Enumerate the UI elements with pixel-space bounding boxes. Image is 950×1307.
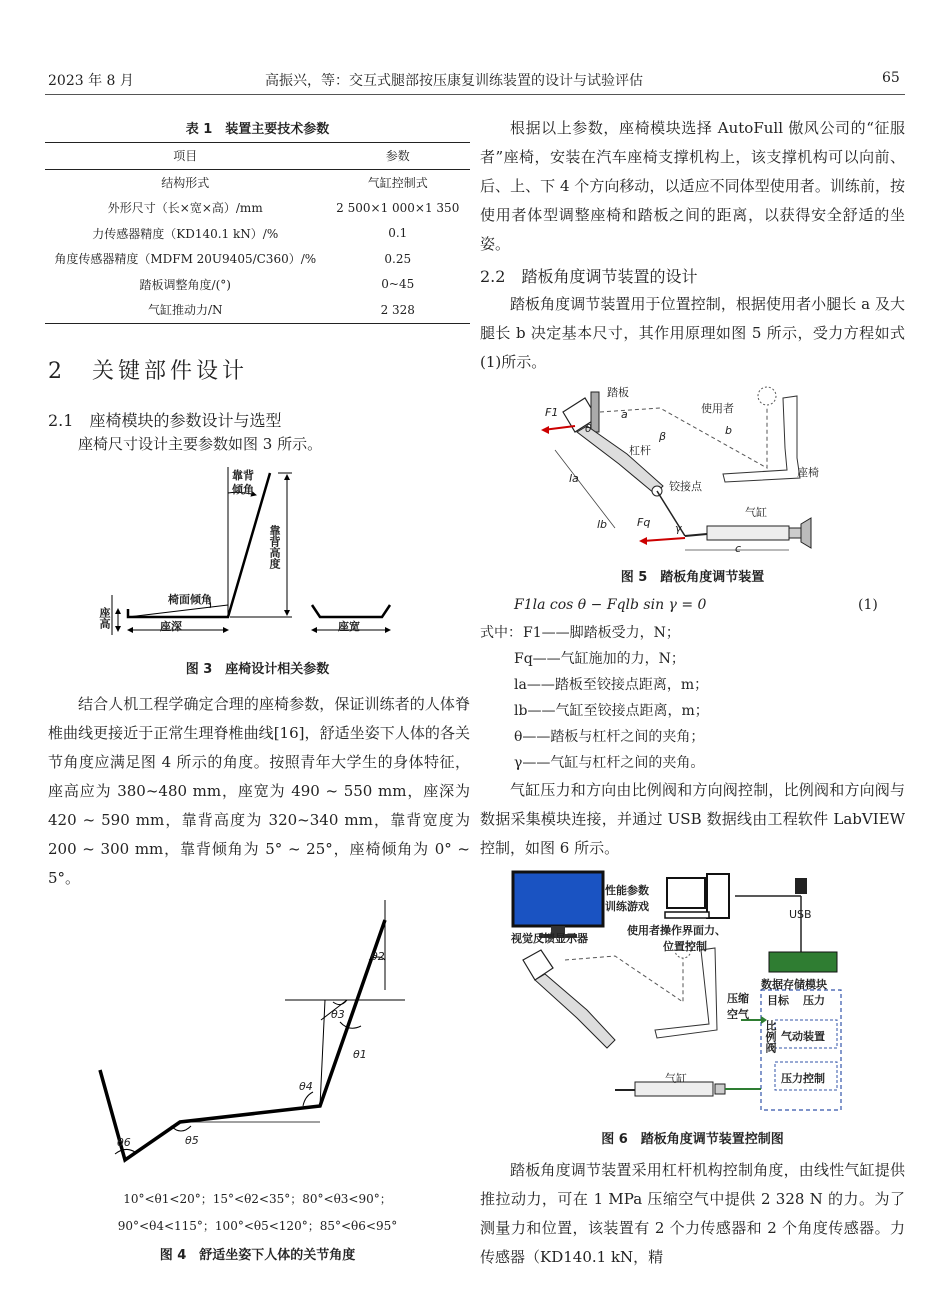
fig6-label-pneu: 气动装置 xyxy=(781,1030,825,1043)
figure-5 xyxy=(535,378,855,558)
equation-def: θ——踏板与杠杆之间的夹角； xyxy=(514,729,705,745)
fig3-label-seat-angle: 椅面倾角 xyxy=(168,593,212,606)
header-rule xyxy=(45,94,905,95)
equation-number: (1) xyxy=(858,597,878,613)
fig4-theta5: θ5 xyxy=(185,1134,199,1147)
equation-def: F1——脚踏板受力，N； xyxy=(523,625,680,641)
fig3-label-back-height: 靠背高度 xyxy=(268,525,281,569)
section-2-2-title: 2.2 踏板角度调节装置的设计 xyxy=(480,267,698,286)
fig5-label-fq: Fq xyxy=(637,516,651,529)
fig5-label-lb: lb xyxy=(597,518,608,531)
table1 xyxy=(45,142,470,324)
table-row: 外形尺寸（长×宽×高）/mm 2 500×1 000×1 350 xyxy=(107,200,460,216)
header-date: 2023 年 8 月 xyxy=(48,73,134,89)
table-row: 结构形式 气缸控制式 xyxy=(161,175,428,190)
figure-4 xyxy=(85,900,415,1180)
fig3-label-seat-depth: 座深 xyxy=(160,620,182,633)
fig4-theta4: θ4 xyxy=(299,1080,313,1093)
equation-1: F1la cos θ − Fqlb sin γ = 0 xyxy=(514,597,707,613)
fig4-caption: 图 4 舒适坐姿下人体的关节角度 xyxy=(159,1248,356,1263)
figure-6 xyxy=(505,870,865,1120)
fig5-label-c: c xyxy=(735,542,742,555)
fig5-label-b: b xyxy=(725,424,732,437)
fig5-label-la: la xyxy=(569,472,579,485)
fig6-label-compress: 压缩 xyxy=(727,992,749,1005)
fig5-label-beta: β xyxy=(659,430,667,443)
figure-3 xyxy=(60,465,460,645)
fig3-label-back-angle: 靠背 xyxy=(232,469,254,482)
fig5-label-gamma: γ xyxy=(675,522,682,535)
fig6-label-usb: USB xyxy=(789,908,812,921)
section-2-1-title: 2.1 座椅模块的参数设计与选型 xyxy=(48,411,282,430)
fig6-label-storage: 数据存储模块 xyxy=(761,978,827,991)
equation-def: lb——气缸至铰接点距离，m； xyxy=(514,703,709,719)
table-row: 踏板调整角度/(°) 0~45 xyxy=(139,277,415,292)
fig4-range1: 10°<θ1<20°；15°<θ2<35°；80°<θ3<90°； xyxy=(123,1192,392,1206)
fig5-caption: 图 5 踏板角度调节装置 xyxy=(620,570,765,585)
header-title: 高振兴，等：交互式腿部按压康复训练装置的设计与试验评估 xyxy=(265,73,643,89)
table-row: 气缸推动力/N 2 328 xyxy=(45,297,470,323)
fig5-label-theta: θ xyxy=(585,422,592,435)
fig6-label-prop: 比例阀 xyxy=(764,1020,777,1053)
equation-def: Fq——气缸施加的力，N； xyxy=(514,651,685,667)
right-paragraph-2: 气缸压力和方向由比例阀和方向阀控制，比例阀和方向阀与数据采集模块连接，并通过 USB 数据线由工程软件 LabVIEW 控制，如图 6 所示。 xyxy=(480,781,905,857)
fig6-label-ui1: 使用者操作界面力、 xyxy=(627,924,726,937)
fig3-label-seat-height: 座高 xyxy=(98,607,111,629)
fig5-label-f1: F1 xyxy=(545,406,559,419)
fig6-label-ui2: 位置控制 xyxy=(663,940,707,953)
fig5-label-cylinder: 气缸 xyxy=(745,506,767,519)
fig3-label-back-angle-2: 倾角 xyxy=(232,483,254,496)
right-paragraph-1: 根据以上参数，座椅模块选择 AutoFull 傲风公司的“征服者”座椅，安装在汽车座椅支撑机构上，该支撑机构可以向前、后、上、下 4 个方向移动，以适应不同体型使用者。训练前，按使用者体型调整座椅和踏板之间的距离，以获得安全舒适的坐姿。 xyxy=(480,119,905,253)
fig6-label-game: 训练游戏 xyxy=(605,900,649,913)
table1-head-item: 项目 xyxy=(173,149,198,164)
equation-def: la——踏板至铰接点距离，m； xyxy=(514,677,709,693)
fig6-caption: 图 6 踏板角度调节装置控制图 xyxy=(601,1132,784,1147)
s22-paragraph: 踏板角度调节装置用于位置控制，根据使用者小腿长 a 及大腿长 b 决定基本尺寸，其作用原理如图 5 所示，受力方程如式(1)所示。 xyxy=(480,295,905,371)
equation-def: γ——气缸与杠杆之间的夹角。 xyxy=(514,755,705,771)
fig6-label-pressctl: 压力控制 xyxy=(781,1072,825,1085)
equation-where: 式中： xyxy=(480,625,522,641)
left-paragraph: 结合人机工程学确定合理的座椅参数，保证训练者的人体脊椎曲线更接近于正常生理脊椎曲线[16]，舒适坐姿下人体的各关节角度应满足图 4 所示的角度。按照青年大学生的身体特征，座高应为 380~480 mm，座宽为 490 ~ 550 mm，座深为 420 ~ 590 mm，靠背高度为 320~340 mm，靠背宽度为 200 ~ 300 mm，靠背倾角为 5° ~ 25°，座椅倾角为 0° ~ 5°。 xyxy=(48,695,470,887)
section-2-title: 2 关键部件设计 xyxy=(48,359,248,384)
fig6-label-force: 压力 xyxy=(803,994,825,1007)
fig5-label-hinge: 铰接点 xyxy=(669,480,702,493)
fig3-caption: 图 3 座椅设计相关参数 xyxy=(185,662,330,677)
table1-head-param: 参数 xyxy=(385,149,410,164)
fig4-theta2: θ2 xyxy=(371,950,385,963)
fig6-label-display: 视觉反馈显示器 xyxy=(511,932,588,945)
fig4-theta6: θ6 xyxy=(117,1136,131,1149)
fig6-label-target: 目标 xyxy=(767,994,789,1007)
table-row: 角度传感器精度（MDFM 20U9405/C360）/% 0.25 xyxy=(54,251,412,267)
fig5-label-seat: 座椅 xyxy=(797,466,819,479)
s21-intro: 座椅尺寸设计主要参数如图 3 所示。 xyxy=(78,435,323,453)
table-row: 力传感器精度（KD140.1 kN）/% 0.1 xyxy=(92,226,408,241)
fig4-range2: 90°<θ4<115°；100°<θ5<120°；85°<θ6<95° xyxy=(117,1219,398,1233)
fig6-label-compress-2: 空气 xyxy=(727,1008,749,1021)
table1-caption: 表 1 装置主要技术参数 xyxy=(185,122,330,137)
fig5-label-user: 使用者 xyxy=(701,402,734,415)
fig4-theta3: θ3 xyxy=(331,1008,345,1021)
fig4-theta1: θ1 xyxy=(353,1048,367,1061)
right-paragraph-3: 踏板角度调节装置采用杠杆机构控制角度，由线性气缸提供推拉动力，可在 1 MPa 压缩空气中提供 2 328 N 的力。为了测量力和位置，该装置有 2 个力传感器和 2 个角度传感器。力传感器（KD140.1 kN，精 xyxy=(480,1161,905,1266)
fig3-label-seat-width: 座宽 xyxy=(338,620,360,633)
fig6-label-cyl: 气缸 xyxy=(665,1072,687,1085)
fig5-label-pedal: 踏板 xyxy=(607,386,629,399)
fig5-label-lever: 杠杆 xyxy=(629,444,651,457)
fig6-label-perf: 性能参数 xyxy=(605,884,649,897)
fig5-label-a: a xyxy=(621,408,628,421)
header-page: 65 xyxy=(882,70,900,86)
